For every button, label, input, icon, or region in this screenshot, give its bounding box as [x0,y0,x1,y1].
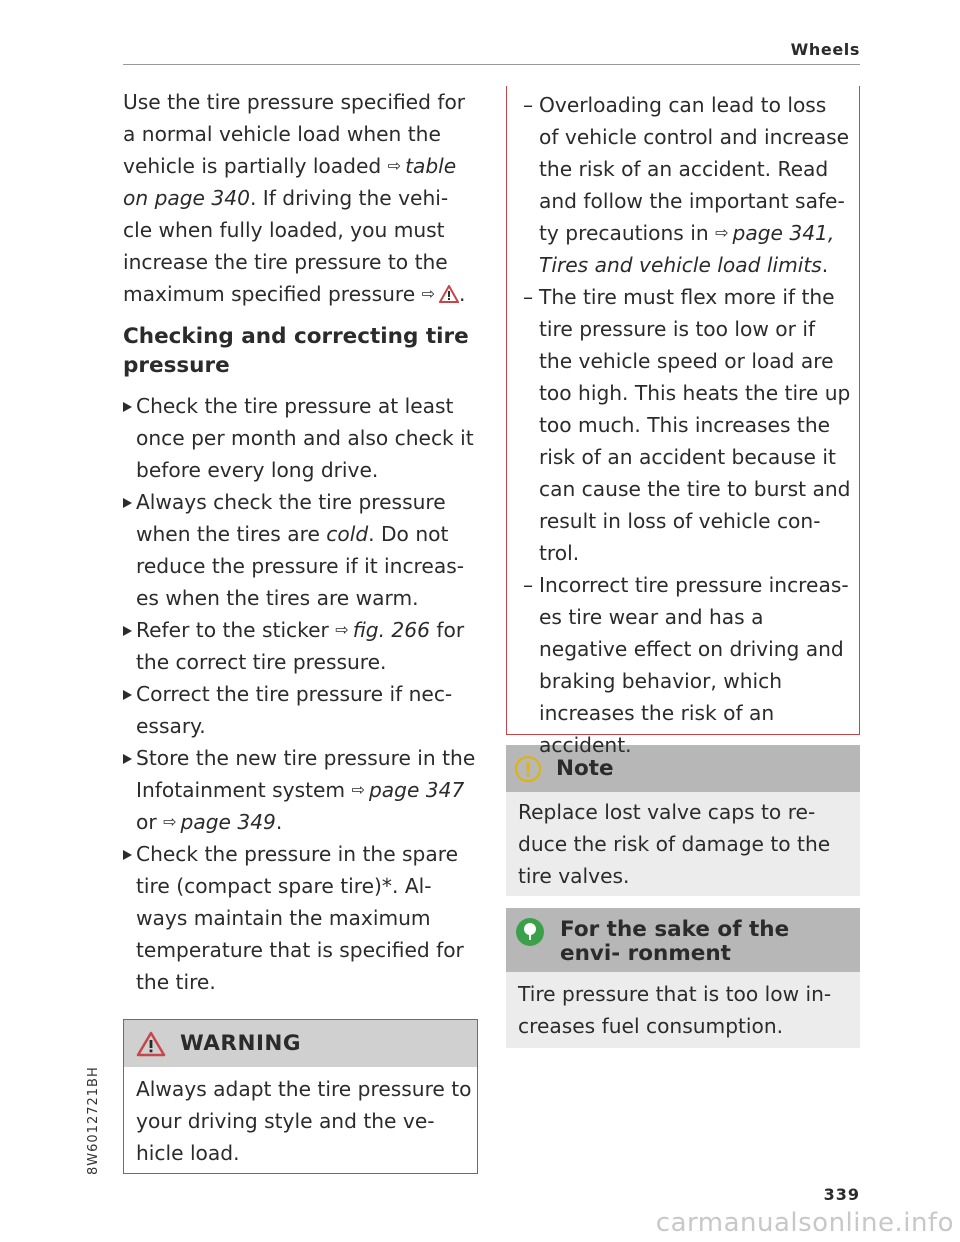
arrow-right-icon: ⇨ [335,620,349,639]
right-column [506,86,860,1048]
table-ref-link[interactable]: table on page 340 [123,154,457,210]
section-heading: Checking and correcting tire pressure [123,324,469,378]
list-item: – Overloading can lead to loss of vehicle control and increase the risk of an accident. Read and follow the important safe- ty precautions in ⇨ page 341, Tires and vehicle load limits. [523,93,850,277]
left-column [123,86,478,1174]
note-body: Replace lost valve caps to re- duce the risk of damage to the tire valves. [518,800,831,888]
environment-header [506,908,860,972]
warning-box [123,1019,478,1174]
bullet-triangle-icon [123,498,132,508]
warning-continuation [506,86,860,757]
list-item: Refer to the sticker ⇨ fig. 266 for the correct tire pressure. [123,614,478,678]
list-item: Correct the tire pressure if nec- essary. [123,678,478,742]
note-box [506,745,860,896]
intro-paragraph: Use the tire pressure specified for a normal vehicle load when the vehicle is partially loaded ⇨ table on page 340. If driving the vehi- cle when fully loaded, you must increase the tire pressure to the maximum specified pressure ⇨ . [123,90,466,306]
steps-list [123,390,478,998]
list-item: Check the pressure in the spare tire (compact spare tire)*. Al- ways maintain the maximum temperature that is specified for the tire. [123,838,478,998]
arrow-right-icon: ⇨ [163,812,177,831]
note-title: Note [556,756,614,781]
environment-box [506,908,860,1048]
arrow-right-icon: ⇨ [715,223,729,242]
bullet-triangle-icon [123,402,132,412]
arrow-right-icon: ⇨ [351,780,365,799]
figure-ref-link[interactable]: fig. 266 [352,618,430,642]
environment-title: For the sake of the envi- ronment [560,917,790,966]
list-item: Check the tire pressure at least once per month and also check it before every long drive. [123,390,478,486]
environment-tree-icon [514,916,546,948]
bullet-triangle-icon [123,850,132,860]
watermark: carmanualsonline.info [655,1208,954,1238]
header-rule [123,64,860,65]
bullet-triangle-icon [123,626,132,636]
list-item: Store the new tire pressure in the Infotainment system ⇨ page 347 or ⇨ page 349. [123,742,478,838]
warning-title: WARNING [180,1031,302,1056]
page-ref-link[interactable]: page 341, Tires and vehicle load limits [539,221,835,277]
environment-body: Tire pressure that is too low in- creases fuel consumption. [518,982,832,1038]
arrow-right-icon: ⇨ [387,156,402,175]
warning-header [124,1020,477,1067]
list-item: – The tire must flex more if the tire pressure is too low or if the vehicle speed or load are too high. This heats the tire up too much. This increases the risk of an accident because it can cause the tire to burst and result in loss of vehicle con- trol. [523,285,851,565]
page-ref-link[interactable]: page 347 [368,778,465,802]
section-title: Wheels [790,40,860,59]
bullet-triangle-icon [123,690,132,700]
page-ref-link[interactable]: page 349 [180,810,276,834]
document-code: 8W6012721BH [86,1066,101,1175]
list-item: Always check the tire pressure when the tires are cold. Do not reduce the pressure if it increas- es when the tires are warm. [123,486,478,614]
arrow-right-icon: ⇨ [421,284,435,303]
warning-body: Always adapt the tire pressure to your driving style and the ve- hicle load. [136,1077,472,1165]
warning-triangle-icon [136,1031,166,1057]
page-number: 339 [823,1185,860,1204]
bullet-triangle-icon [123,754,132,764]
warning-triangle-icon [439,285,459,303]
list-item: – Incorrect tire pressure increas- es tire wear and has a negative effect on driving and braking behavior, which increases the risk of an accident. [523,573,849,757]
